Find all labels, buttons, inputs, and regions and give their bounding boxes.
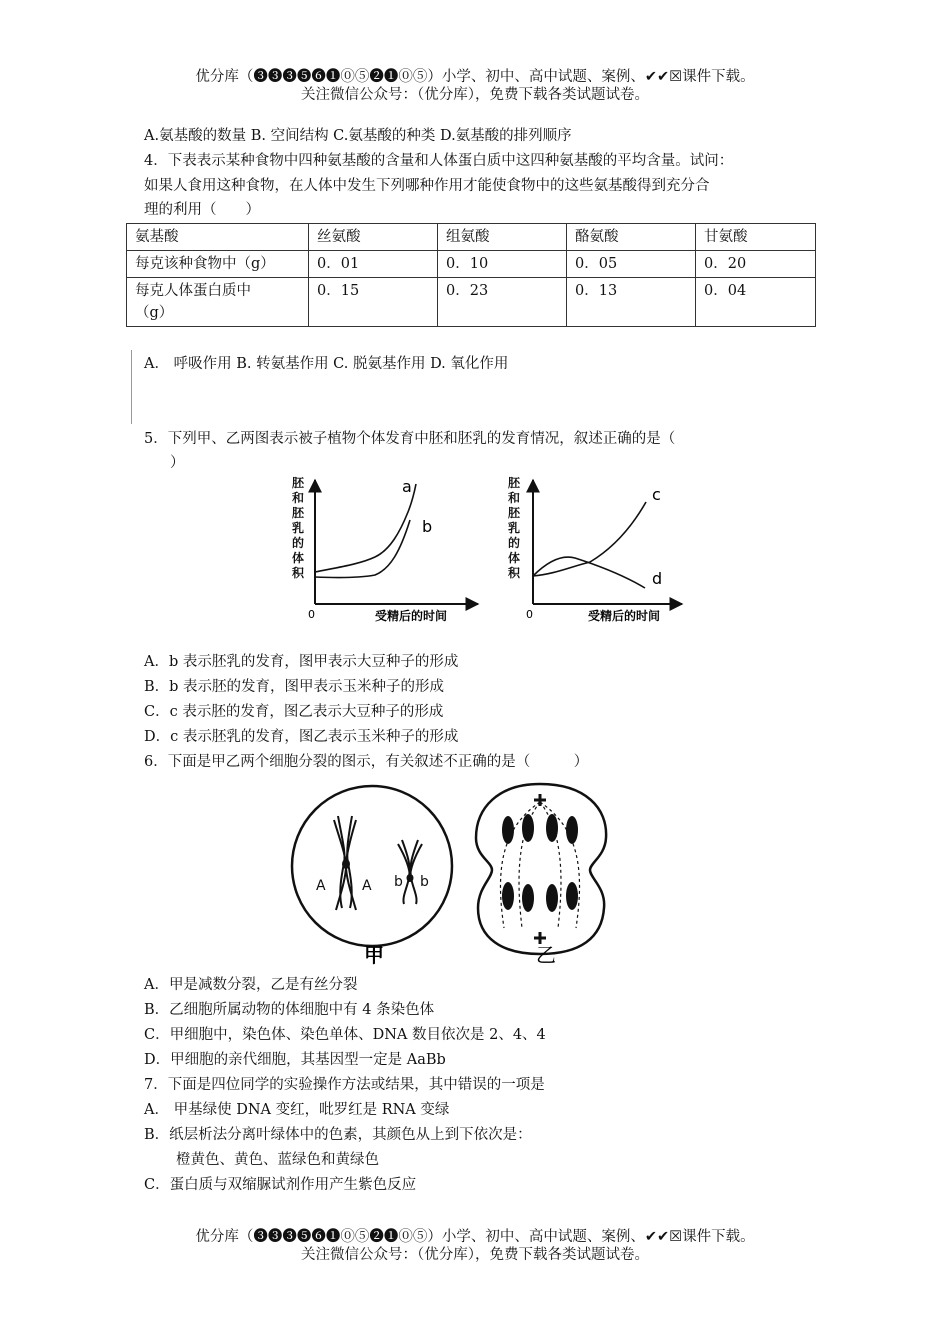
y-axis-char: 胚 <box>508 506 521 520</box>
table-cell: 0．13 <box>567 278 696 327</box>
table-row <box>127 251 816 278</box>
y-axis-char: 胚 <box>292 476 305 490</box>
x-axis-label: 受精后的时间 <box>375 609 448 623</box>
q5-option-d: D．c 表示胚乳的发育，图乙表示玉米种子的形成 <box>144 729 459 745</box>
q5-stem-line-2: ） <box>170 455 185 471</box>
y-axis-char: 和 <box>292 491 305 505</box>
cell-jia <box>292 786 452 967</box>
table-cell: 0．15 <box>309 278 438 327</box>
y-axis-char: 体 <box>508 551 521 565</box>
table-cell <box>127 278 309 327</box>
table-header-cell: 丝氨酸 <box>309 224 438 251</box>
chromosomes-lower <box>502 882 578 912</box>
amino-acid-table <box>126 223 816 327</box>
table-header-cell: 氨基酸 <box>127 224 309 251</box>
y-axis-char: 胚 <box>292 506 305 520</box>
q5-graphs <box>280 472 700 630</box>
y-axis-char: 和 <box>508 491 521 505</box>
y-axis-char: 的 <box>508 536 521 550</box>
footer-line-1: 优分库（❸❸❸❺❻❶⓪⑤❷❶⓪⑤）小学、初中、高中试题、案例、✔✔☒课件下载。 <box>195 1229 755 1245</box>
table-cell: 0．10 <box>438 251 567 278</box>
gene-label: A <box>362 878 372 894</box>
chromosome-small <box>398 840 422 904</box>
q5-option-b: B．b 表示胚的发育，图甲表示玉米种子的形成 <box>144 679 445 695</box>
cell-division-figure <box>290 778 610 968</box>
y-axis-char: 的 <box>292 536 305 550</box>
q5-option-a: A．b 表示胚乳的发育，图甲表示大豆种子的形成 <box>144 654 459 670</box>
q3-options: A.氨基酸的数量 B. 空间结构 C.氨基酸的种类 D.氨基酸的排列顺序 <box>144 128 572 144</box>
cell-membrane <box>292 786 452 946</box>
gene-label: b <box>394 874 403 890</box>
curve-a-label: a <box>402 477 412 496</box>
q6-option-d: D．甲细胞的亲代细胞，其基因型一定是 AaBb <box>144 1052 446 1068</box>
table-header-cell: 酪氨酸 <box>567 224 696 251</box>
table-cell: 每克该种食物中（g） <box>127 251 309 278</box>
row-label-part: （g） <box>135 305 174 321</box>
y-axis-char: 乳 <box>508 521 521 535</box>
margin-bar <box>131 350 132 424</box>
table-header-cell: 组氨酸 <box>438 224 567 251</box>
table-cell: 0．05 <box>567 251 696 278</box>
y-axis-char: 胚 <box>508 476 521 490</box>
label-yi: 乙 <box>536 943 556 967</box>
q7-option-a: A． 甲基绿使 DNA 变红，吡罗红是 RNA 变绿 <box>144 1102 450 1118</box>
q4-stem-line-1: 4．下表表示某种食物中四种氨基酸的含量和人体蛋白质中这四种氨基酸的平均含量。试问： <box>144 153 734 169</box>
q4-stem-line-3: 理的利用（ ） <box>144 202 260 218</box>
q6-option-a: A．甲是减数分裂，乙是有丝分裂 <box>144 977 358 993</box>
x-axis-label: 受精后的时间 <box>588 609 661 623</box>
q6-option-b: B．乙细胞所属动物的体细胞中有 4 条染色体 <box>144 1002 435 1018</box>
centromere <box>407 874 414 882</box>
q7-stem: 7．下面是四位同学的实验操作方法或结果，其中错误的一项是 <box>144 1077 545 1093</box>
curve-b-label: b <box>422 517 433 536</box>
curve-a <box>315 484 416 572</box>
table-header-cell: 甘氨酸 <box>696 224 816 251</box>
row-label-part: 每克人体蛋白质中 <box>135 283 251 299</box>
origin-label: 0 <box>526 608 533 621</box>
y-axis-char: 积 <box>508 566 521 580</box>
y-axis-char: 积 <box>292 566 305 580</box>
q6-option-c: C．甲细胞中，染色体、染色单体、DNA 数目依次是 2、4、4 <box>144 1027 546 1043</box>
centrosome <box>534 794 546 806</box>
q5-stem-line-1: 5．下列甲、乙两图表示被子植物个体发育中胚和胚乳的发育情况，叙述正确的是（ <box>144 431 676 447</box>
chromosomes-upper <box>502 814 578 844</box>
table-cell: 0．04 <box>696 278 816 327</box>
graph-jia <box>292 475 478 623</box>
gene-label: b <box>420 874 429 890</box>
table-cell: 0．20 <box>696 251 816 278</box>
q7-option-c: C．蛋白质与双缩脲试剂作用产生紫色反应 <box>144 1177 417 1193</box>
cell-yi <box>476 784 606 967</box>
q4-stem-line-2: 如果人食用这种食物，在人体中发生下列哪种作用才能使食物中的这些氨基酸得到充分合 <box>144 178 710 194</box>
q5-option-c: C．c 表示胚的发育，图乙表示大豆种子的形成 <box>144 704 444 720</box>
header-line-1: 优分库（❸❸❸❺❻❶⓪⑤❷❶⓪⑤）小学、初中、高中试题、案例、✔✔☒课件下载。 <box>195 69 755 85</box>
table-header-row <box>127 224 816 251</box>
cell-membrane <box>476 784 606 954</box>
graph-yi <box>508 475 682 623</box>
y-axis-char: 乳 <box>292 521 305 535</box>
footer-line-2: 关注微信公众号：（优分库），免费下载各类试题试卷。 <box>301 1247 649 1263</box>
centromere <box>342 859 350 869</box>
header-line-2: 关注微信公众号：（优分库），免费下载各类试题试卷。 <box>301 87 649 103</box>
table-cell: 0．23 <box>438 278 567 327</box>
q7-option-b-line-1: B．纸层析法分离叶绿体中的色素，其颜色从上到下依次是： <box>144 1127 532 1143</box>
gene-label: A <box>316 878 326 894</box>
origin-label: 0 <box>308 608 315 621</box>
curve-c <box>533 502 646 576</box>
q4-options: A． 呼吸作用 B. 转氨基作用 C. 脱氨基作用 D. 氧化作用 <box>144 356 509 372</box>
table-cell: 0．01 <box>309 251 438 278</box>
table-row <box>127 278 816 327</box>
q6-stem: 6．下面是甲乙两个细胞分裂的图示，有关叙述不正确的是（ ） <box>144 754 589 770</box>
curve-d-label: d <box>652 569 663 588</box>
y-axis-char: 体 <box>292 551 305 565</box>
q7-option-b-line-2: 橙黄色、黄色、蓝绿色和黄绿色 <box>176 1152 379 1168</box>
label-jia: 甲 <box>364 943 384 967</box>
curve-c-label: c <box>652 485 661 504</box>
